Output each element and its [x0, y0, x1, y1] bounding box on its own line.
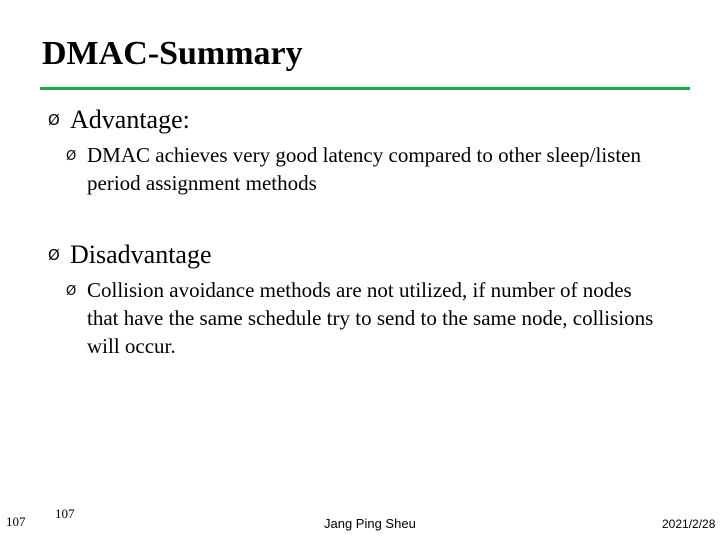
bullet-arrow-icon: Ø [48, 246, 60, 264]
footer-author: Jang Ping Sheu [324, 516, 416, 531]
footer-page-number: 107 [55, 506, 75, 521]
bullet-arrow-icon: Ø [48, 111, 60, 129]
slide-title: DMAC-Summary [42, 35, 303, 72]
disadvantage-item-text: Collision avoidance methods are not utilized, if number of nodes that have the same schedule try to send to the same node, collisions will occur. [87, 278, 654, 358]
title-rule [40, 87, 690, 90]
bullet-arrow-icon: Ø [66, 149, 77, 164]
advantage-heading: Advantage: [70, 105, 190, 134]
bullet-advantage-item [66, 141, 667, 197]
disadvantage-heading: Disadvantage [70, 240, 212, 269]
advantage-item-text: DMAC achieves very good latency compared to other sleep/listen period assignment methods [87, 143, 641, 195]
bullet-disadvantage [48, 239, 212, 271]
footer-date: 2021/2/28 [662, 517, 716, 531]
footer-page-number-left: 107 [6, 514, 26, 529]
bullet-advantage [48, 104, 190, 136]
bullet-arrow-icon: Ø [66, 284, 77, 299]
bullet-disadvantage-item [66, 276, 667, 360]
